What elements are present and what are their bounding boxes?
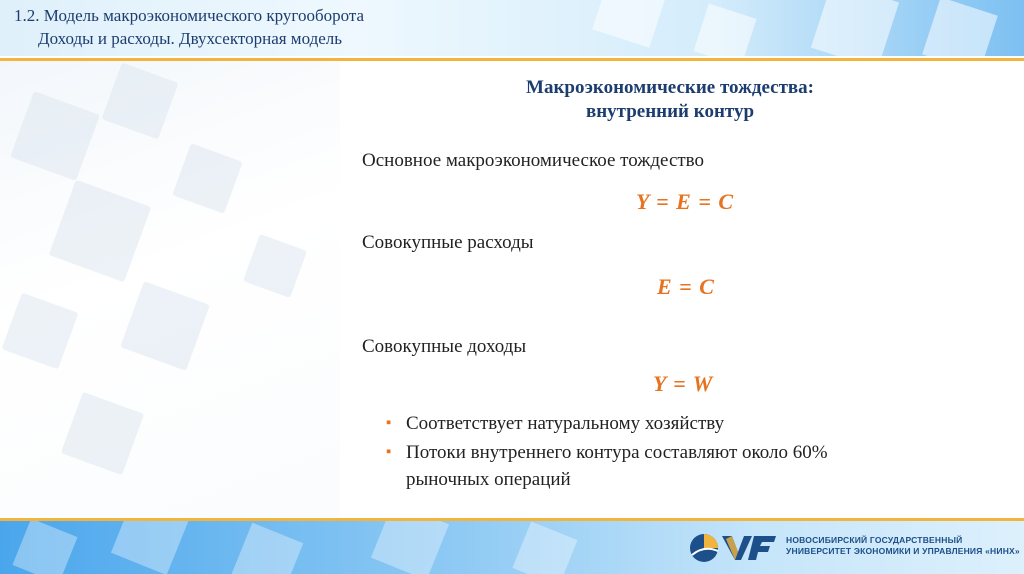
slide-title-line1: Макроэкономические тождества: — [526, 77, 814, 98]
header-title: 1.2. Модель макроэкономического кругооборота — [14, 6, 365, 25]
decor-square — [49, 180, 152, 283]
identity-label-basic: Основное макроэкономическое тождество — [362, 150, 705, 171]
bullet-text-continued: рыночных операций — [406, 469, 571, 490]
identity-label-expenses: Совокупные расходы — [362, 232, 534, 253]
footer-decor — [12, 521, 77, 574]
bullet-text: Соответствует натуральному хозяйству — [406, 413, 725, 434]
slide-title-line2: внутренний контур — [585, 101, 755, 122]
header-decor — [592, 0, 668, 48]
footer-decor — [232, 523, 304, 574]
decor-square — [2, 293, 79, 370]
footer-decor — [512, 521, 577, 574]
university-name-line1: НОВОСИБИРСКИЙ ГОСУДАРСТВЕННЫЙ — [786, 535, 963, 545]
header-decor — [693, 3, 756, 56]
university-name-line2: УНИВЕРСИТЕТ ЭКОНОМИКИ И УПРАВЛЕНИЯ «НИНХ» — [786, 546, 1020, 556]
footer-decor — [371, 521, 449, 574]
bullet-square-icon: ▪ — [386, 444, 392, 460]
identity-label-income: Совокупные доходы — [362, 336, 527, 357]
university-logo-icon — [688, 527, 780, 567]
header-bar — [0, 0, 1024, 56]
header-decor — [811, 0, 899, 56]
header-subtitle: Доходы и расходы. Двухсекторная модель — [38, 29, 343, 48]
formula-basic: Y = E = C — [636, 189, 735, 214]
decor-square — [61, 392, 144, 475]
decor-square — [10, 91, 100, 181]
decor-square — [120, 281, 210, 371]
bullet-list — [386, 410, 986, 495]
decor-square — [172, 143, 242, 213]
slide-title — [480, 76, 860, 124]
header-decor — [922, 0, 998, 56]
decor-square — [102, 63, 179, 140]
left-decoration — [0, 61, 340, 517]
formula-income: Y = W — [653, 371, 714, 396]
bullet-square-icon: ▪ — [386, 415, 392, 431]
decor-square — [243, 234, 307, 298]
footer-decor — [111, 521, 189, 574]
university-name — [786, 535, 1020, 557]
formula-expenses: E = C — [657, 274, 715, 299]
bullet-text: Потоки внутреннего контура составляют около 60% — [406, 442, 828, 463]
bullet-item — [386, 410, 986, 437]
bullet-item — [386, 439, 986, 493]
